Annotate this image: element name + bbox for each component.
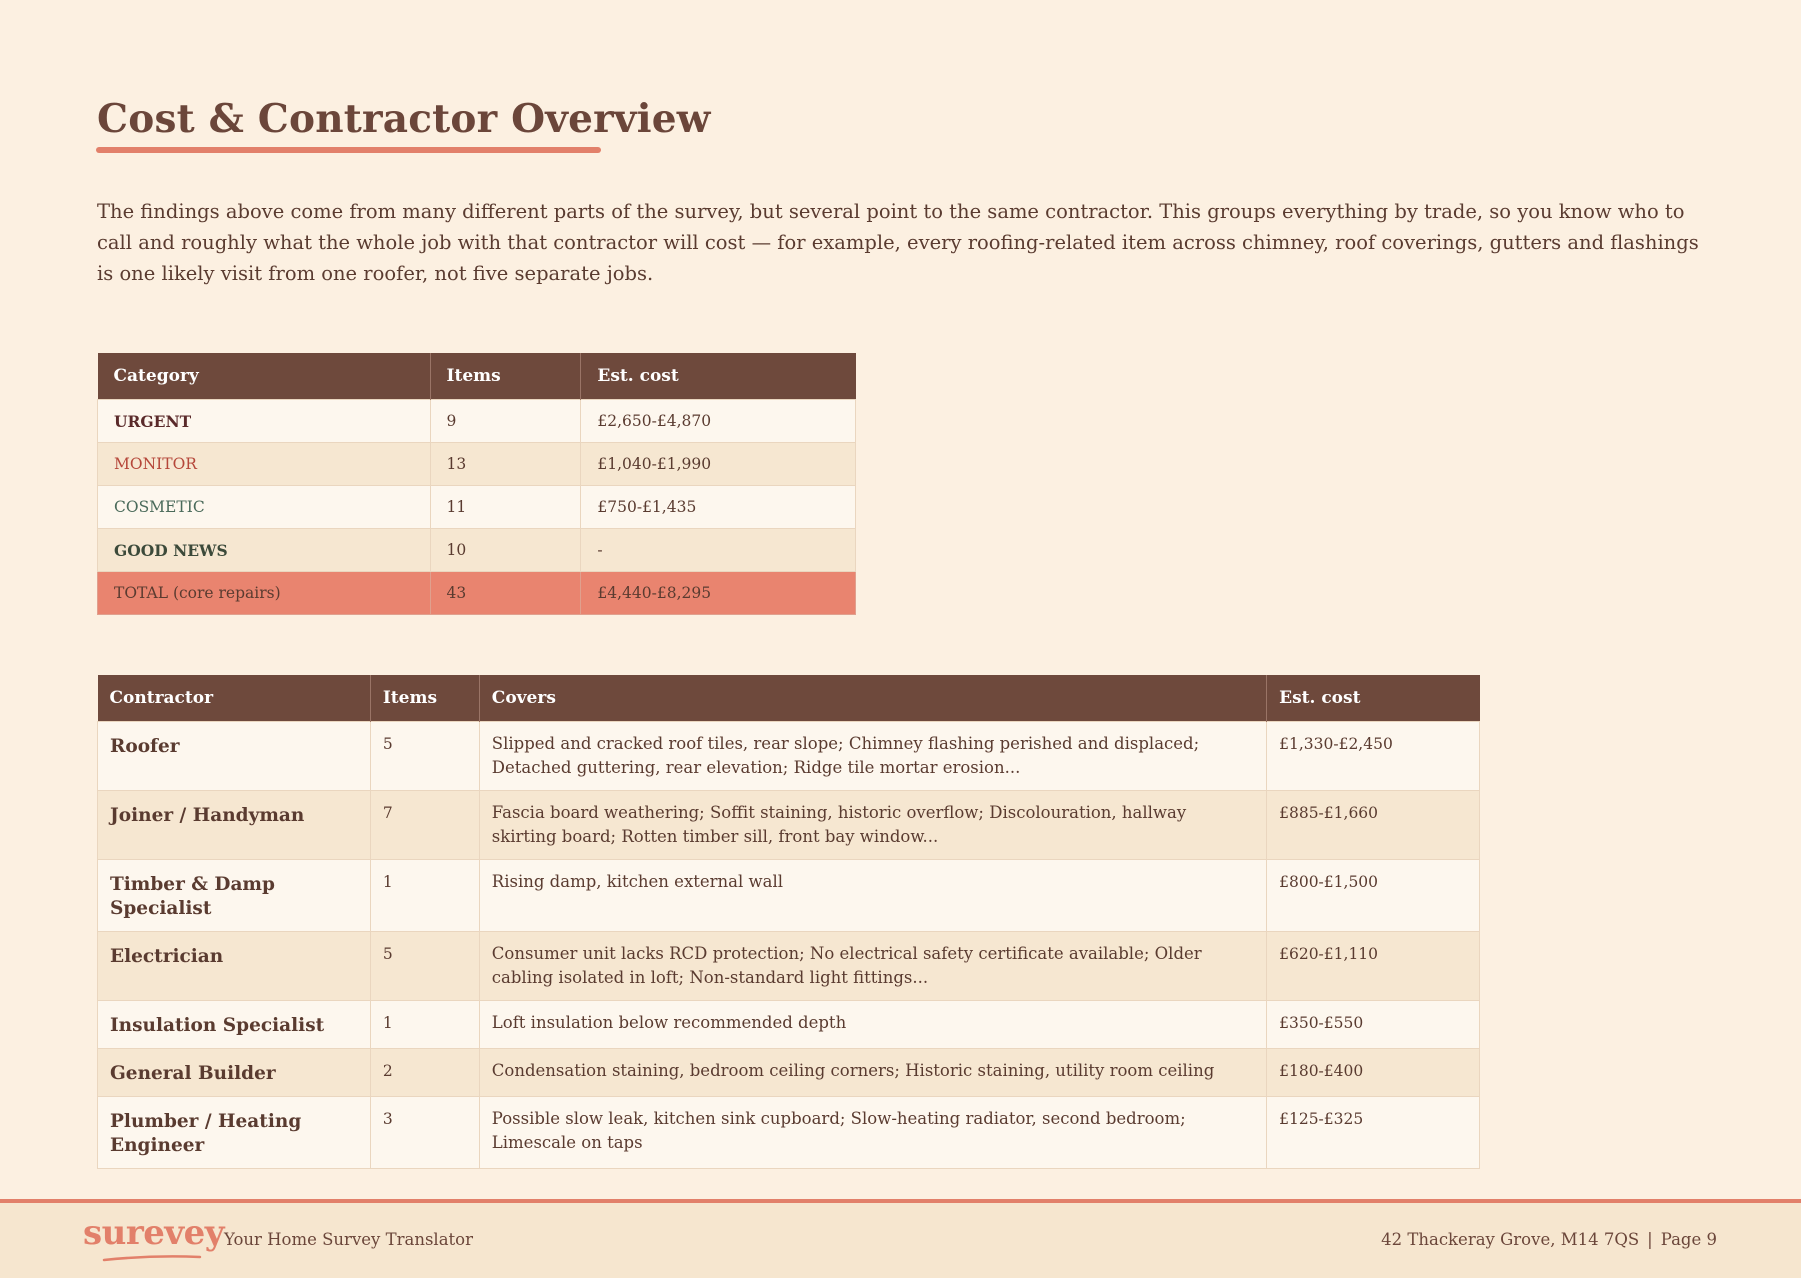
footer-meta [1381, 1230, 1717, 1249]
contractor-cost-cell: £350-£550 [1267, 1001, 1480, 1049]
footer-page-number: Page 9 [1660, 1230, 1717, 1249]
summary-header-category: Category [98, 353, 431, 400]
contractor-cost-cell: £125-£325 [1267, 1097, 1480, 1169]
title-underline [96, 147, 601, 153]
footer-tagline: Your Home Survey Translator [224, 1230, 473, 1249]
contractor-name-cell: Electrician [98, 932, 371, 1001]
contractor-name-cell: Plumber / Heating Engineer [98, 1097, 371, 1169]
items-cell: 13 [430, 443, 581, 486]
summary-row-good-news [98, 529, 856, 572]
contractor-covers-cell: Fascia board weathering; Soffit staining, historic overflow; Discolouration, hallway skirting board; Rotten timber sill, front bay window... [479, 791, 1266, 860]
contractor-row-general-builder [98, 1049, 1480, 1097]
contractor-table [97, 675, 1480, 1169]
summary-header-cost: Est. cost [581, 353, 856, 400]
contractor-header-cost: Est. cost [1267, 675, 1480, 722]
summary-row-total [98, 572, 856, 615]
cost-cell: - [581, 529, 856, 572]
items-cell: 10 [430, 529, 581, 572]
contractor-row-electrician [98, 932, 1480, 1001]
items-cell: 9 [430, 400, 581, 443]
footer-separator: | [1647, 1230, 1653, 1249]
contractor-cost-cell: £620-£1,110 [1267, 932, 1480, 1001]
total-category-cell: TOTAL (core repairs) [98, 572, 431, 615]
contractor-row-roofer [98, 722, 1480, 791]
contractor-row-insulation [98, 1001, 1480, 1049]
contractor-items-cell: 7 [370, 791, 479, 860]
contractor-covers-cell: Loft insulation below recommended depth [479, 1001, 1266, 1049]
contractor-name-cell: Roofer [98, 722, 371, 791]
total-items-cell: 43 [430, 572, 581, 615]
contractor-items-cell: 5 [370, 722, 479, 791]
contractor-cost-cell: £800-£1,500 [1267, 860, 1480, 932]
contractor-row-joiner [98, 791, 1480, 860]
contractor-cost-cell: £885-£1,660 [1267, 791, 1480, 860]
contractor-covers-cell: Slipped and cracked roof tiles, rear slope; Chimney flashing perished and displaced; Detached guttering, rear elevation; Ridge tile mortar erosion... [479, 722, 1266, 791]
summary-row-monitor [98, 443, 856, 486]
contractor-name-cell: General Builder [98, 1049, 371, 1097]
total-cost-cell: £4,440-£8,295 [581, 572, 856, 615]
contractor-header-contractor: Contractor [98, 675, 371, 722]
page-title: Cost & Contractor Overview [97, 96, 711, 142]
summary-row-cosmetic [98, 486, 856, 529]
category-cell: URGENT [98, 400, 431, 443]
contractor-cost-cell: £1,330-£2,450 [1267, 722, 1480, 791]
contractor-items-cell: 5 [370, 932, 479, 1001]
cost-cell: £750-£1,435 [581, 486, 856, 529]
intro-paragraph: The findings above come from many different parts of the survey, but several point to the same contractor. This groups everything by trade, so you know who to call and roughly what the whole job with that contractor will cost — for example, every roofing-related item across chimney, roof coverings, gutters and flashings is one likely visit from one roofer, not five separate jobs. [97, 200, 1699, 285]
cost-cell: £1,040-£1,990 [581, 443, 856, 486]
summary-header-items: Items [430, 353, 581, 400]
contractor-covers-cell: Possible slow leak, kitchen sink cupboard; Slow-heating radiator, second bedroom; Limescale on taps [479, 1097, 1266, 1169]
contractor-cost-cell: £180-£400 [1267, 1049, 1480, 1097]
contractor-row-plumber [98, 1097, 1480, 1169]
surevey-logo: surevey [83, 1213, 225, 1253]
category-cell: GOOD NEWS [98, 529, 431, 572]
contractor-covers-cell: Consumer unit lacks RCD protection; No electrical safety certificate available; Older cabling isolated in loft; Non-standard light fittings... [479, 932, 1266, 1001]
contractor-covers-cell: Condensation staining, bedroom ceiling corners; Historic staining, utility room ceiling [479, 1049, 1266, 1097]
summary-header-row [98, 353, 856, 400]
contractor-items-cell: 1 [370, 860, 479, 932]
contractor-header-items: Items [370, 675, 479, 722]
items-cell: 11 [430, 486, 581, 529]
footer-address: 42 Thackeray Grove, M14 7QS [1381, 1230, 1640, 1249]
summary-row-urgent [98, 400, 856, 443]
contractor-row-timber-damp [98, 860, 1480, 932]
contractor-name-cell: Insulation Specialist [98, 1001, 371, 1049]
contractor-items-cell: 1 [370, 1001, 479, 1049]
category-cell: COSMETIC [98, 486, 431, 529]
cost-cell: £2,650-£4,870 [581, 400, 856, 443]
category-cell: MONITOR [98, 443, 431, 486]
contractor-name-cell: Timber & Damp Specialist [98, 860, 371, 932]
logo-swoosh-icon [102, 1253, 202, 1263]
summary-table [97, 353, 856, 615]
contractor-header-covers: Covers [479, 675, 1266, 722]
contractor-items-cell: 2 [370, 1049, 479, 1097]
contractor-header-row [98, 675, 1480, 722]
page-footer [0, 1199, 1801, 1278]
contractor-items-cell: 3 [370, 1097, 479, 1169]
contractor-name-cell: Joiner / Handyman [98, 791, 371, 860]
contractor-covers-cell: Rising damp, kitchen external wall [479, 860, 1266, 932]
